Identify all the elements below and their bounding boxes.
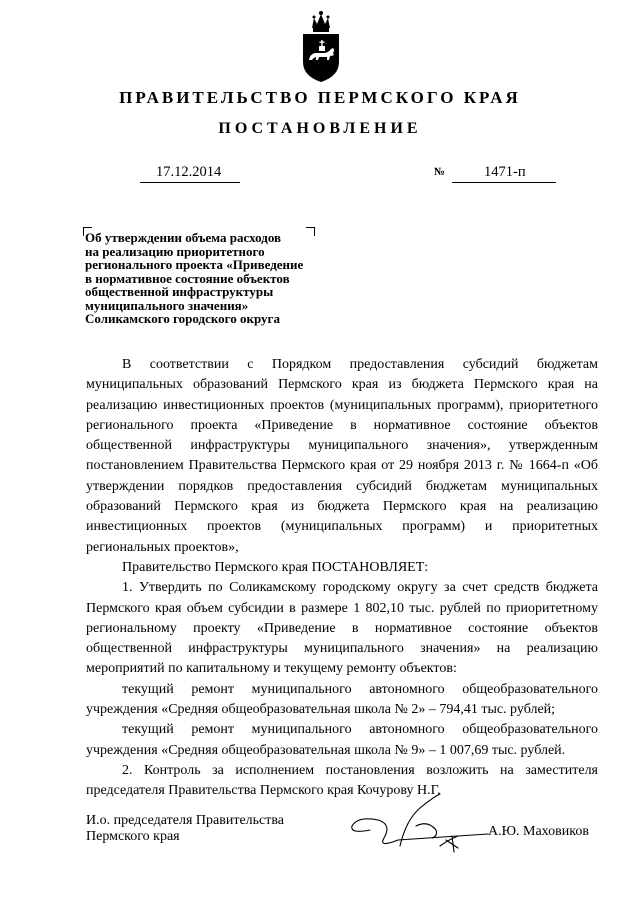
coat-of-arms-icon [297, 10, 345, 84]
signatory-name: А.Ю. Маховиков [488, 824, 589, 839]
title-line: Об утверждении объема расходов [85, 230, 282, 245]
title-line: на реализацию приоритетного [85, 243, 265, 259]
document-body [86, 355, 598, 802]
body-paragraph: 2. Контроль за исполнением постановления возложить на заместителя председателя Правительства Пермского края Кочурову Н.Г. [86, 762, 598, 799]
document-date: 17.12.2014 [156, 164, 222, 180]
document-title [85, 231, 330, 326]
body-paragraph: текущий ремонт муниципального автономного общеобразовательного учреждения «Средняя общеобразовательная школа № 9» – 1 007,69 тыс. рублей. [86, 722, 598, 758]
body-paragraph: текущий ремонт муниципального автономного общеобразовательного учреждения «Средняя общеобразовательная школа № 2» – 794,41 тыс. рублей; [86, 681, 598, 718]
title-line: в нормативное состояние объектов [85, 270, 290, 286]
position-line: И.о. председателя Правительства [86, 813, 285, 828]
title-line: общественной инфраструктуры [85, 284, 274, 299]
body-paragraph: Правительство Пермского края ПОСТАНОВЛЯЕТ: [122, 559, 429, 575]
document-type: ПОСТАНОВЛЕНИЕ [218, 120, 422, 137]
body-paragraph: 1. Утвердить по Соликамскому городскому округу за счет средств бюджета Пермского края объем субсидии в размере 1 802,10 тыс. рублей по приоритетному региональному проекту «Приведение в нормативное состояние объектов общественной инфраструктуры муниципального значения» на реализацию мероприятий по капитальному и текущему ремонту объектов: [86, 580, 598, 677]
number-label: № [434, 166, 446, 178]
handwritten-signature-icon [340, 790, 500, 860]
signatory-position [86, 813, 284, 845]
body-paragraph: В соответствии с Порядком предоставления субсидий бюджетам муниципальных образований Пермского края из бюджета Пермского края на реализацию инвестиционных проектов (муниципальных программ), приоритетного регионального проекта «Приведение в нормативное состояние объектов общественной инфраструктуры муниципального значения», утвержденным постановлением Правительства Пермского края от 29 ноября 2013 г. № 1664-п «Об утверждении порядков предоставления субсидий бюджетам муниципальных образований Пермского края из бюджета Пермского края на реализацию инвестиционных проектов (муниципальных программ) и приоритетных региональных проектов», [86, 357, 598, 555]
organization-title: ПРАВИТЕЛЬСТВО ПЕРМСКОГО КРАЯ [119, 88, 521, 107]
document-number: 1471-п [484, 164, 526, 180]
title-line: регионального проекта «Приведение [85, 257, 304, 272]
title-line: Соликамского городского округа [85, 311, 280, 326]
title-line: муниципального значения» [85, 297, 249, 313]
position-line: Пермского края [86, 829, 180, 844]
